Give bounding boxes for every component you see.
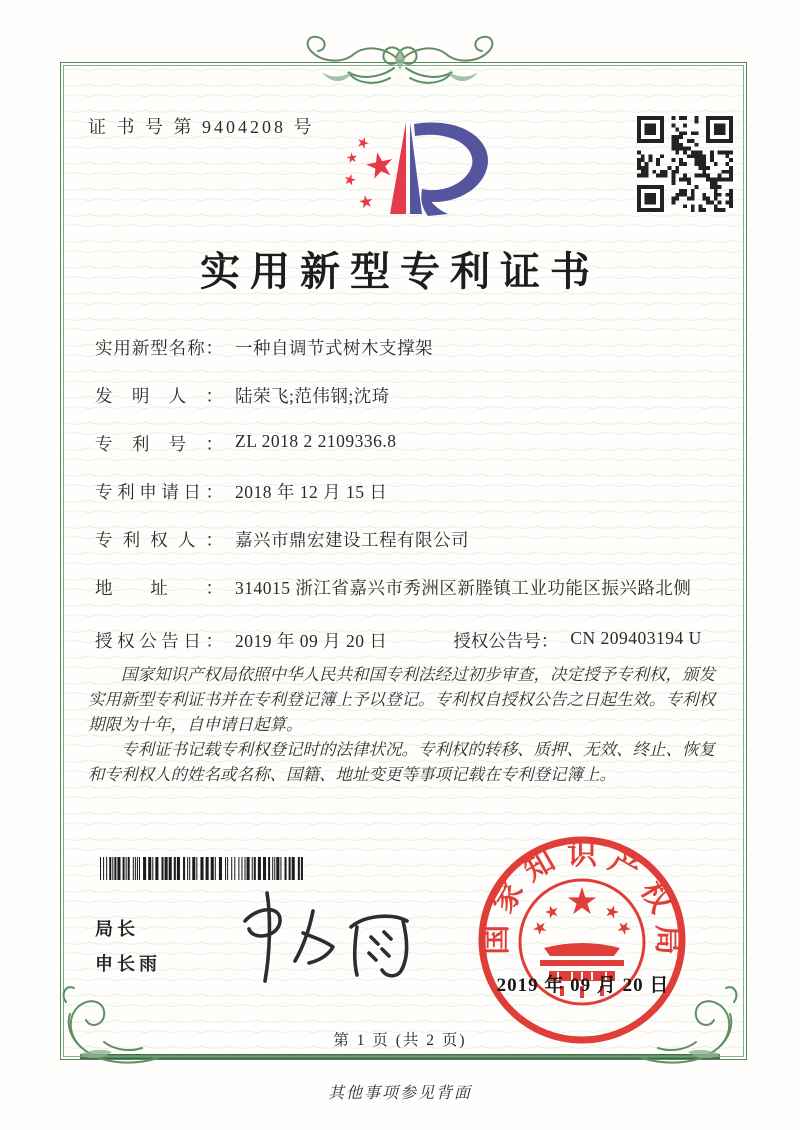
field-row-inventors	[95, 383, 390, 408]
field-row-filing-date	[95, 479, 387, 504]
seal-text: 国家知识产权局	[479, 837, 685, 955]
signer-block	[95, 912, 161, 982]
field-value: 一种自调节式树木支撑架	[235, 338, 433, 358]
field-label: 实用新型名称：	[95, 338, 223, 358]
field-label: 授权公告日：	[95, 631, 223, 651]
seal-date: 2019 年 09 月 20 日	[496, 975, 670, 996]
field-label: 专利申请日：	[95, 482, 223, 502]
field-row-patent-no	[95, 431, 396, 456]
barcode-icon	[100, 857, 305, 880]
cnipa-round-seal-icon	[466, 826, 698, 1058]
legal-paragraph-1: 国家知识产权局依照中华人民共和国专利法经过初步审查，决定授予专利权，颁发实用新型专利证书并在专利登记簿上予以登记。专利权自授权公告之日起生效。专利权期限为十年，自申请日起算。	[88, 665, 715, 734]
top-scroll-ornament-icon	[288, 28, 512, 96]
field-value: 314015 浙江省嘉兴市秀洲区新塍镇工业功能区振兴路北侧	[235, 578, 692, 598]
bottom-left-flourish-icon	[52, 982, 164, 1066]
grant-no-value: CN 209403194 U	[570, 628, 702, 648]
legal-text-block	[88, 662, 716, 787]
qr-code-icon	[637, 116, 733, 212]
cnipa-patent-logo-icon	[330, 110, 510, 240]
field-label: 专利号：	[95, 434, 223, 454]
grant-date-value: 2019 年 09 月 20 日	[235, 631, 388, 651]
certificate-title: 实用新型专利证书	[200, 249, 600, 294]
field-value: 陆荣飞;范伟钢;沈琦	[235, 386, 390, 406]
signer-name: 申长雨	[95, 954, 161, 974]
signer-title: 局长	[95, 919, 139, 939]
field-row-grant	[95, 628, 702, 653]
back-side-note: 其他事项参见背面	[327, 1085, 472, 1102]
field-label: 发明人：	[95, 386, 223, 406]
field-label: 授权公告号：	[453, 631, 559, 651]
director-signature-icon	[215, 885, 430, 995]
field-row-name	[95, 335, 433, 360]
certificate-number: 证 书 号 第 9404208 号	[88, 117, 315, 137]
field-label: 地址：	[95, 578, 223, 598]
field-value: ZL 2018 2 2109336.8	[235, 431, 397, 451]
field-row-patentee	[95, 527, 469, 552]
page-number: 第 1 页 (共 2 页)	[333, 1032, 467, 1049]
field-row-address	[95, 575, 691, 600]
field-value: 嘉兴市鼎宏建设工程有限公司	[235, 530, 469, 550]
legal-paragraph-2: 专利证书记载专利权登记时的法律状况。专利权的转移、质押、无效、终止、恢复和专利权人的姓名或名称、国籍、地址变更等事项记载在专利登记簿上。	[88, 740, 715, 784]
field-label: 专利权人：	[95, 530, 223, 550]
field-value: 2018 年 12 月 15 日	[235, 482, 388, 502]
